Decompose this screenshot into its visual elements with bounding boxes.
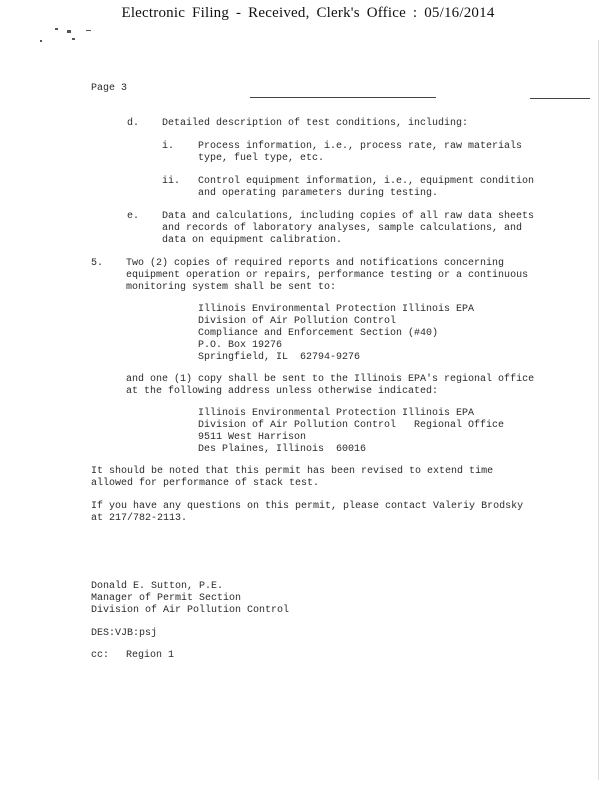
signature-line: Manager of Permit Section <box>91 593 242 604</box>
header-rule-right <box>530 98 590 99</box>
address1-line: P.O. Box 19276 <box>198 340 283 351</box>
item-d-text: Detailed description of test conditions, including: <box>162 118 469 129</box>
item-5-num: 5. <box>91 258 104 269</box>
cc-value: Region 1 <box>126 650 175 661</box>
item-d-ii-num: ii. <box>162 176 181 187</box>
page-label: Page 3 <box>91 83 128 94</box>
signature-line: Division of Air Pollution Control <box>91 605 290 616</box>
revision-note-line: allowed for performance of stack test. <box>91 478 320 489</box>
address2-line: Des Plaines, Illinois 60016 <box>198 444 367 455</box>
item-e-line: and records of laboratory analyses, sample calculations, and <box>162 223 523 234</box>
item-5-line: Two (2) copies of required reports and notifications concerning <box>126 258 505 269</box>
address1-line: Compliance and Enforcement Section (#40) <box>198 328 439 339</box>
item-d-ii-line: and operating parameters during testing. <box>198 188 439 199</box>
signature-line: Donald E. Sutton, P.E. <box>91 581 224 592</box>
scan-edge <box>598 40 599 780</box>
item-e-letter: e. <box>127 211 140 222</box>
item-d-i-line: Process information, i.e., process rate, raw materials <box>198 141 523 152</box>
item-e-line: Data and calculations, including copies of all raw data sheets <box>162 211 535 222</box>
item-d-letter: d. <box>127 118 140 129</box>
address2-line: Division of Air Pollution Control Regional Office <box>198 420 505 431</box>
header-rule <box>250 97 436 98</box>
cc-label: cc: <box>91 650 110 661</box>
scan-speck <box>40 40 42 42</box>
filing-stamp: Electronic Filing - Received, Clerk's Office : 05/16/2014 <box>121 5 495 21</box>
item-d-i-line: type, fuel type, etc. <box>198 153 325 164</box>
item-5-line: monitoring system shall be sent to: <box>126 282 337 293</box>
regional-copy-line: at the following address unless otherwise indicated: <box>126 386 439 397</box>
scan-speck <box>86 30 91 31</box>
scan-speck <box>55 28 58 30</box>
contact-line: If you have any questions on this permit, please contact Valeriy Brodsky <box>91 501 524 512</box>
scan-speck <box>67 30 71 33</box>
address1-line: Illinois Environmental Protection Illinois EPA <box>198 304 475 315</box>
address1-line: Division of Air Pollution Control <box>198 316 397 327</box>
address2-line: 9511 West Harrison <box>198 432 307 443</box>
item-e-line: data on equipment calibration. <box>162 235 343 246</box>
item-d-i-num: i. <box>162 141 175 152</box>
contact-line: at 217/782-2113. <box>91 513 188 524</box>
address2-line: Illinois Environmental Protection Illinois EPA <box>198 408 475 419</box>
item-5-line: equipment operation or repairs, performance testing or a continuous <box>126 270 529 281</box>
address1-line: Springfield, IL 62794-9276 <box>198 352 361 363</box>
regional-copy-line: and one (1) copy shall be sent to the Illinois EPA's regional office <box>126 374 535 385</box>
item-d-ii-line: Control equipment information, i.e., equipment condition <box>198 176 535 187</box>
initials: DES:VJB:psj <box>91 628 158 639</box>
revision-note-line: It should be noted that this permit has been revised to extend time <box>91 466 494 477</box>
scan-speck <box>72 38 75 40</box>
